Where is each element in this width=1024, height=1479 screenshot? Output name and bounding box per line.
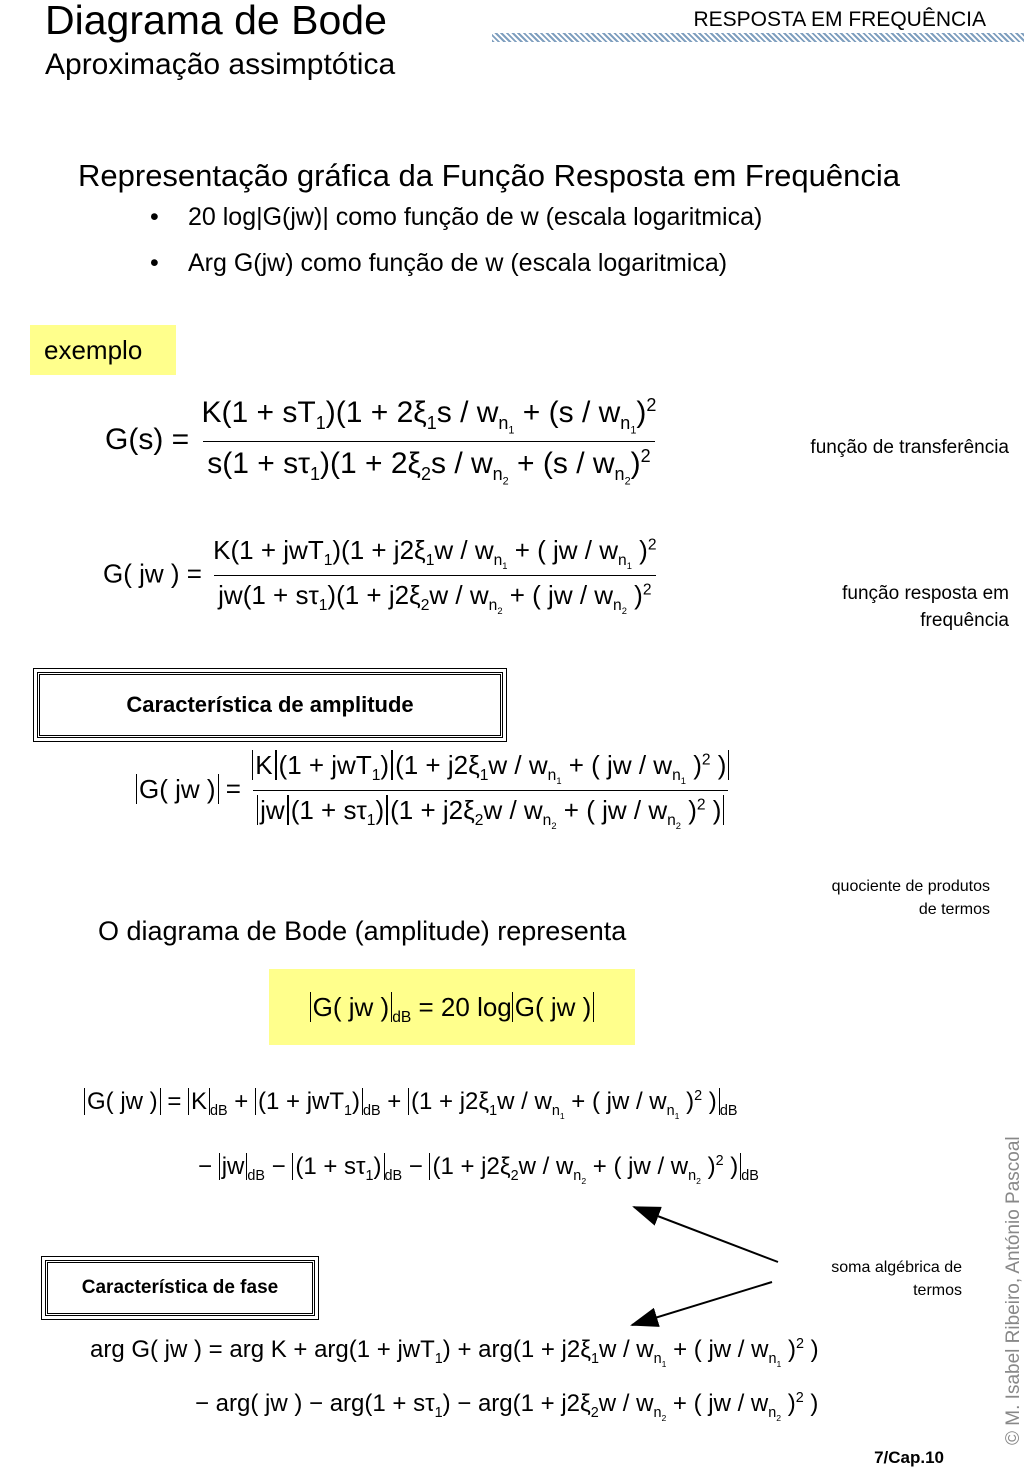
note-line: termos [913, 1282, 962, 1299]
page-title: Diagrama de Bode [45, 0, 387, 43]
bullet-item: • 20 log|G(jw)| como função de w (escala logaritmica) [150, 203, 762, 249]
chapter-label: RESPOSTA EM FREQUÊNCIA [693, 8, 986, 31]
page-number: 7/Cap.10 [874, 1448, 944, 1467]
db-sum-equation-line1: G( jw ) = K $_{dB}$ + (1 + jwT$_1$) $_{dB} + (1 + j2\xi_1w / w_{n_1}$ + ( jw / $w_{n_1}$ )$^2$ ) $_{dB}$ [84, 1088, 737, 1121]
note-line: frequência [920, 610, 1009, 631]
bode-description: O diagrama de Bode (amplitude) representa [98, 916, 627, 946]
phase-section-box: Característica de fase [45, 1260, 315, 1316]
magnitude-equation: G( jw ) = $\frac{K (1 + jwT_1) (1 + j2\xi_1w / w_{n_1} + ( jw / w_{n_1} )^2 )}{jw (1 + s\tau_1) (1 + j2\xi_2w / w_{n_2} + ( jw / w_{n_2} )^2 )}$ [136, 750, 733, 832]
section-heading: Representação gráfica da Função Resposta em Frequência [78, 158, 900, 193]
amplitude-section-box: Característica de amplitude [37, 672, 503, 738]
phase-equation-line2: − arg( jw ) − $arg(1 + s\tau_1) - arg(1 + j2\xi_2w / w_{n_2}$ + ( jw / $w_{n_2}$ )$^2$ ) [195, 1390, 819, 1423]
transfer-function-equation: G(s) = $\frac{K(1 + sT_1)(1 + 2\xi_1s / w_{n_1} + (s / w_{n_1})^2}{s(1 + s\tau_1)(1 + 2\xi_2s / w_{n_2} + (s / w_{n_2})^2}$ [105, 395, 657, 488]
note-line: função resposta em [842, 583, 1009, 604]
db-definition-box: G( jw ) $_{dB}$ = 20 log G( jw ) [269, 969, 635, 1045]
arrow-to-phase-sum [632, 1282, 772, 1325]
note-line: de termos [918, 901, 990, 918]
example-label: exemplo [30, 325, 176, 375]
page-subtitle: Aproximação assimptótica [45, 48, 396, 81]
phase-equation-line1: arg G( jw ) = arg $K + arg(1 + jwT_1) + arg(1 + j2\xi_1w / w_{n_1}$ + ( jw / $w_{n_1}$ )$^2$ ) [90, 1336, 819, 1369]
arrow-to-db-sum [634, 1207, 778, 1262]
frequency-response-equation: G( jw ) = $\frac{K(1 + jwT_1)(1 + j2\xi_1w / w_{n_1} + ( jw / w_{n_1} )^2}{jw(1 + s\tau_1)(1 + j2\xi_2w / w_{n_2} + ( jw / w_{n_2} )^2}$ [103, 535, 657, 617]
transfer-function-note: função de transferência [810, 437, 1009, 458]
note-line: quociente de produtos [831, 878, 990, 895]
algebraic-sum-note [831, 1256, 962, 1302]
note-line: soma algébrica de [831, 1259, 962, 1276]
copyright-notice: © M. Isabel Ribeiro, António Pascoal [1003, 1136, 1024, 1445]
bullet-item: • Arg G(jw) como função de w (escala logaritmica) [150, 249, 762, 295]
db-sum-equation-line2: − jw $_{dB} - (1 + s\tau_1)$ $_{dB} - (1 + j2\xi_2w / w_{n_2}$ + ( jw / $w_{n_2}$ )$^2$ ) $_{dB}$ [198, 1153, 759, 1186]
